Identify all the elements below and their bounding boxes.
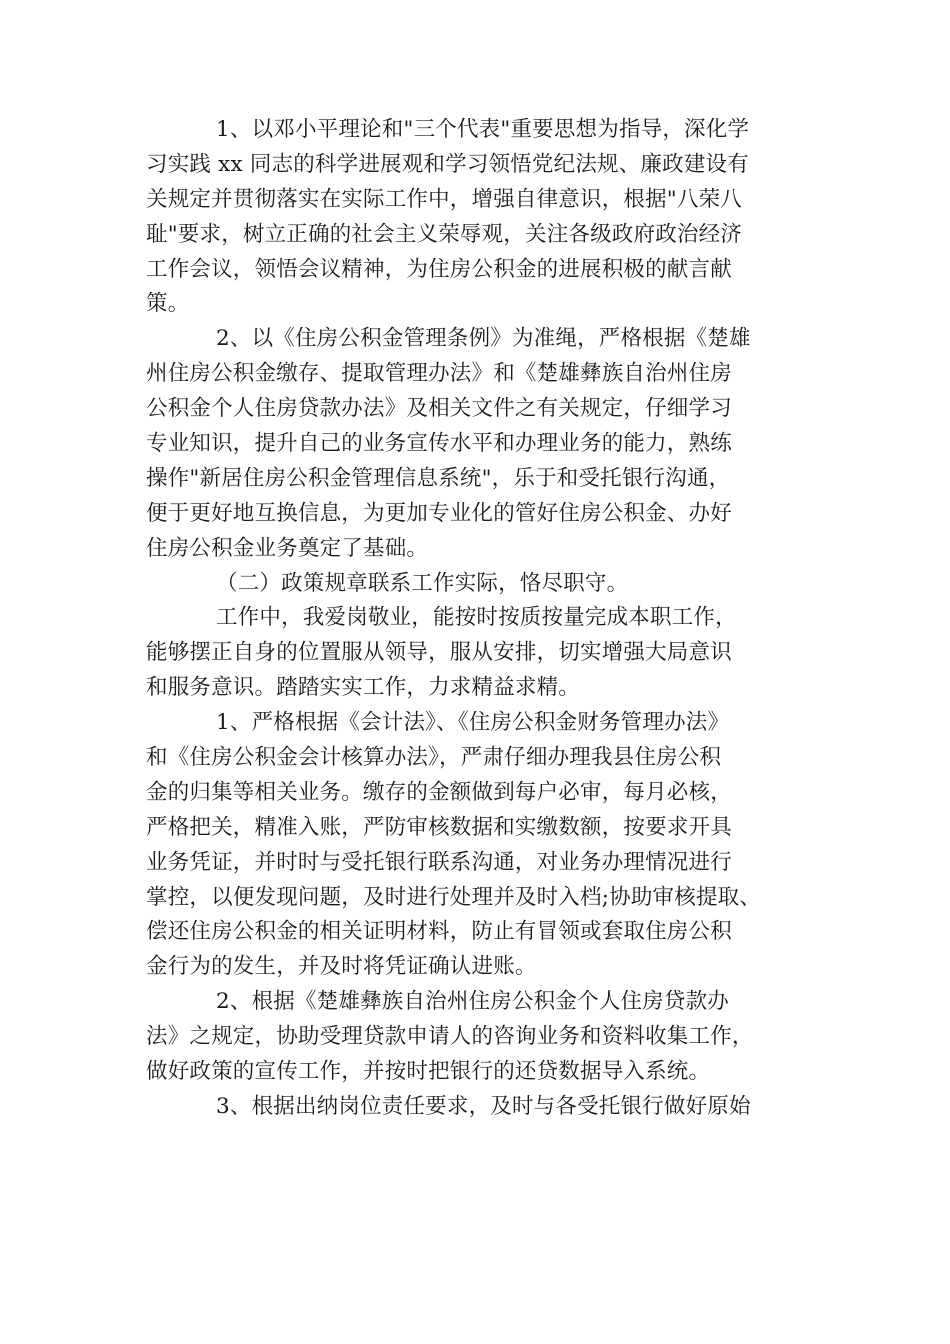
paragraph-line: 专业知识，提升自己的业务宣传水平和办理业务的能力，熟练 — [146, 431, 732, 457]
paragraph-line: 做好政策的宣传工作，并按时把银行的还贷数据导入系统。 — [146, 1059, 711, 1085]
paragraph-line: 能够摆正自身的位置服从领导，服从安排，切实增强大局意识 — [146, 640, 732, 666]
paragraph-line: 业务凭证，并时时与受托银行联系沟通，对业务办理情况进行 — [146, 849, 732, 875]
paragraph-line: 金的归集等相关业务。缴存的金额做到每户必审，每月必核， — [146, 779, 732, 805]
paragraph-line: 和《住房公积金会计核算办法》，严肃仔细办理我县住房公积 — [146, 745, 722, 771]
paragraph-line: 掌控，以便发现问题，及时进行处理并及时入档;协助审核提取、 — [146, 884, 762, 910]
paragraph-first-line: 2、以《住房公积金管理条例》为准绳，严格根据《楚雄 — [216, 326, 751, 352]
document-body — [146, 113, 826, 1125]
paragraph-line: 住房公积金业务奠定了基础。 — [146, 535, 429, 561]
paragraph-line: 耻"要求，树立正确的社会主义荣辱观，关注各级政府政治经济 — [146, 221, 742, 247]
paragraph-line: 工作会议，领悟会议精神，为住房公积金的进展积极的献言献 — [146, 256, 732, 282]
paragraph-line: 操作"新居住房公积金管理信息系统"，乐于和受托银行沟通， — [146, 465, 731, 491]
paragraph-line: 和服务意识。踏踏实实工作，力求精益求精。 — [146, 675, 581, 701]
paragraph-first-line: 工作中，我爱岗敬业，能按时按质按量完成本职工作， — [216, 605, 737, 631]
paragraph-line: 偿还住房公积金的相关证明材料，防止有冒领或套取住房公积 — [146, 919, 732, 945]
paragraph-line: 便于更好地互换信息，为更加专业化的管好住房公积金、办好 — [146, 500, 732, 526]
paragraph-line: 法》之规定，协助受理贷款申请人的咨询业务和资料收集工作， — [146, 1024, 754, 1050]
paragraph-first-line: 1、以邓小平理论和"三个代表"重要思想为指导，深化学 — [216, 117, 750, 142]
paragraph-line: 金行为的发生，并及时将凭证确认进账。 — [146, 954, 537, 980]
paragraph-line: 关规定并贯彻落实在实际工作中，增强自律意识，根据"八荣八 — [146, 186, 742, 212]
paragraph-first-line: 3、根据出纳岗位责任要求，及时与各受托银行做好原始 — [216, 1093, 751, 1119]
paragraph-first-line: 1、严格根据《会计法》、《住房公积金财务管理办法》 — [216, 710, 730, 736]
paragraph-line: 严格把关，精准入账，严防审核数据和实缴数额，按要求开具 — [146, 814, 732, 840]
paragraph-first-line: 2、根据《楚雄彝族自治州住房公积金个人住房贷款办 — [216, 989, 729, 1015]
paragraph-first-line: （二）政策规章联系工作实际，恪尽职守。 — [216, 570, 629, 596]
paragraph-line: 公积金个人住房贷款办法》及相关文件之有关规定，仔细学习 — [146, 396, 732, 422]
paragraph-line: 策。 — [146, 291, 190, 317]
paragraph-line: 州住房公积金缴存、提取管理办法》和《楚雄彝族自治州住房 — [146, 361, 732, 387]
paragraph-line: 习实践 xx 同志的科学进展观和学习领悟党纪法规、廉政建设有 — [146, 151, 749, 177]
